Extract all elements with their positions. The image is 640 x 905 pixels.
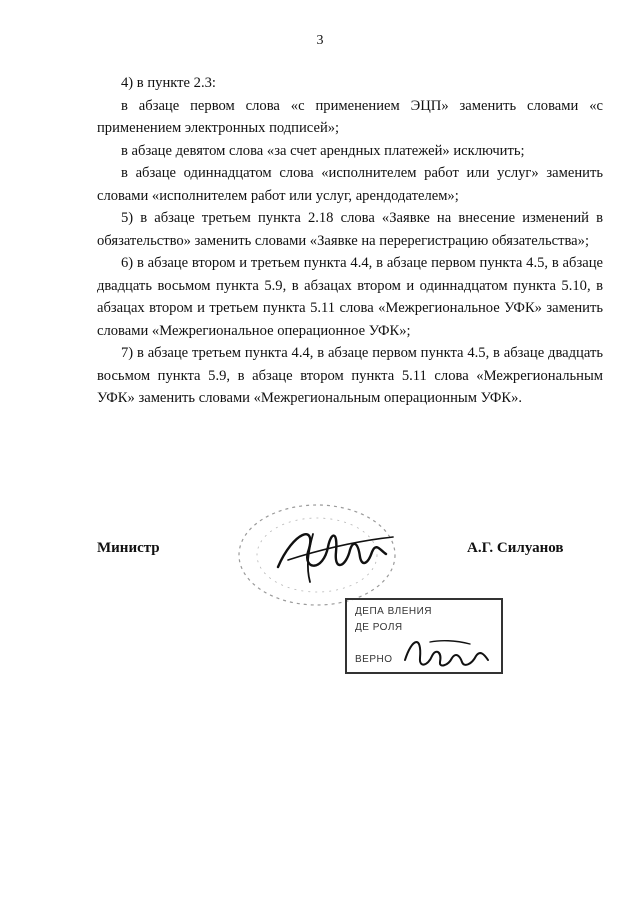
paragraph-item-4: 4) в пункте 2.3: <box>121 75 216 91</box>
stamp-signature <box>400 630 495 675</box>
paragraph-rent-payments: в абзаце девятом слова «за счет арендных платежей» исключить; <box>121 142 525 159</box>
paragraph-item-7: 7) в абзаце третьем пункта 4.4, в абзаце первом пункта 4.5, в абзаце двадцать восьмом пункта 5.9, в абзаце втором пункта 5.11 слова «Межрегиональным УФК» заменить словами «Межрегиональным операционным УФК». <box>97 345 603 406</box>
paragraph-edp: в абзаце первом слова «с применением ЭЦП» заменить словами «с применением электронных подписей»; <box>97 97 603 136</box>
stamp-line-1: ДЕПА ВЛЕНИЯ <box>355 606 432 617</box>
paragraph-item-5: 5) в абзаце третьем пункта 2.18 слова «Заявке на внесение изменений в обязательство» заменить словами «Заявке на перерегистрацию обязательства»; <box>97 210 603 249</box>
minister-signature <box>268 512 408 592</box>
page-number: 3 <box>316 33 324 48</box>
stamp-line-2: ДЕ РОЛЯ <box>355 622 403 633</box>
paragraph-item-6: 6) в абзаце втором и третьем пункта 4.4, в абзаце первом пункта 4.5, в абзаце двадцать восьмом пункта 5.9, в абзацах втором и одиннадцатом пункта 5.10, в абзацах втором и третьем пункта 5.11 слова «Межрегиональное УФК» заменить словами «Межрегиональное операционное УФК»; <box>97 255 603 339</box>
paragraph-contractor: в абзаце одиннадцатом слова «исполнителем работ или услуг» заменить словами «исполнителем работ или услуг, арендодателем»; <box>97 165 603 204</box>
minister-title: Министр <box>97 540 160 556</box>
stamp-line-3: ВЕРНО <box>355 654 393 665</box>
document-body <box>97 72 603 410</box>
minister-name: А.Г. Силуанов <box>467 540 564 556</box>
